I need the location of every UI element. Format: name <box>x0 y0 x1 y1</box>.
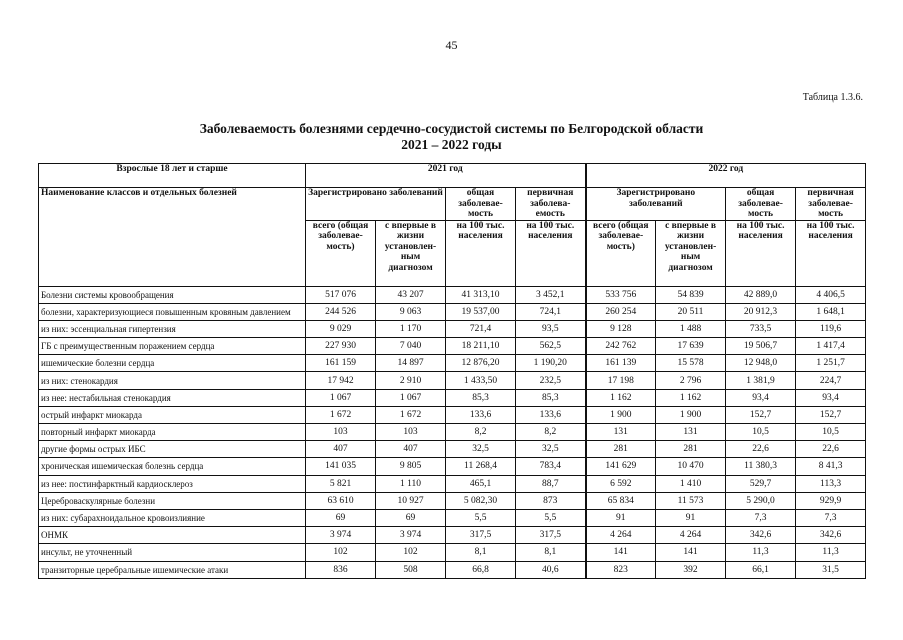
cell-total-2022: 17 198 <box>586 372 656 389</box>
cell-general-per100k-2022: 733,5 <box>726 320 796 337</box>
cell-first-time-2021: 9 063 <box>376 303 446 320</box>
cell-general-per100k-2021: 11 268,4 <box>446 458 516 475</box>
cell-first-time-2021: 69 <box>376 509 446 526</box>
row-disease-name: из нее: постинфарктный кардиосклероз <box>39 475 306 492</box>
header-per100k-primary-2021: на 100 тыс. населения <box>516 220 586 286</box>
cell-primary-per100k-2021: 32,5 <box>516 441 586 458</box>
cell-first-time-2021: 14 897 <box>376 355 446 372</box>
row-disease-name: острый инфаркт миокарда <box>39 406 306 423</box>
cell-first-time-2022: 54 839 <box>656 286 726 303</box>
table-row <box>39 406 866 423</box>
cell-primary-per100k-2022: 1 251,7 <box>796 355 866 372</box>
cell-first-time-2021: 1 672 <box>376 406 446 423</box>
header-adults: Взрослые 18 лет и старше <box>39 164 306 188</box>
cell-general-per100k-2022: 152,7 <box>726 406 796 423</box>
cell-primary-per100k-2022: 10,5 <box>796 424 866 441</box>
header-general-2022: общая заболевае-мость <box>726 188 796 221</box>
table-row <box>39 286 866 303</box>
cell-primary-per100k-2021: 133,6 <box>516 406 586 423</box>
cell-first-time-2022: 2 796 <box>656 372 726 389</box>
cell-first-time-2022: 1 162 <box>656 389 726 406</box>
cell-primary-per100k-2022: 11,3 <box>796 544 866 561</box>
header-row-groups <box>39 188 866 221</box>
header-registered-2021: Зарегистрировано заболеваний <box>306 188 446 221</box>
header-year-2021: 2021 год <box>306 164 586 188</box>
cell-primary-per100k-2022: 224,7 <box>796 372 866 389</box>
cell-first-time-2022: 20 511 <box>656 303 726 320</box>
header-first-time-2021: с впервые в жизни установлен-ным диагнозом <box>376 220 446 286</box>
cell-first-time-2021: 43 207 <box>376 286 446 303</box>
cell-general-per100k-2022: 20 912,3 <box>726 303 796 320</box>
cell-general-per100k-2021: 5 082,30 <box>446 492 516 509</box>
cell-primary-per100k-2021: 317,5 <box>516 527 586 544</box>
row-disease-name: из них: стенокардия <box>39 372 306 389</box>
cell-general-per100k-2022: 5 290,0 <box>726 492 796 509</box>
table-row <box>39 389 866 406</box>
table-row <box>39 492 866 509</box>
cell-total-2021: 5 821 <box>306 475 376 492</box>
cell-primary-per100k-2021: 93,5 <box>516 320 586 337</box>
cell-first-time-2022: 392 <box>656 561 726 578</box>
row-disease-name: из них: субарахноидальное кровоизлияние <box>39 509 306 526</box>
cell-first-time-2022: 4 264 <box>656 527 726 544</box>
cell-total-2021: 17 942 <box>306 372 376 389</box>
cell-first-time-2022: 10 470 <box>656 458 726 475</box>
header-primary-2022: первичная заболевае-мость <box>796 188 866 221</box>
table-row <box>39 424 866 441</box>
cell-primary-per100k-2022: 22,6 <box>796 441 866 458</box>
cell-primary-per100k-2021: 8,2 <box>516 424 586 441</box>
row-disease-name: из нее: нестабильная стенокардия <box>39 389 306 406</box>
cell-total-2021: 161 159 <box>306 355 376 372</box>
cell-general-per100k-2021: 32,5 <box>446 441 516 458</box>
table-row <box>39 544 866 561</box>
cell-general-per100k-2022: 342,6 <box>726 527 796 544</box>
cell-first-time-2022: 11 573 <box>656 492 726 509</box>
header-row-years <box>39 164 866 188</box>
header-total-2021: всего (общая заболевае-мость) <box>306 220 376 286</box>
cell-total-2021: 3 974 <box>306 527 376 544</box>
cell-first-time-2021: 10 927 <box>376 492 446 509</box>
cell-general-per100k-2021: 8,1 <box>446 544 516 561</box>
cell-primary-per100k-2022: 31,5 <box>796 561 866 578</box>
row-disease-name: болезни, характеризующиеся повышенным кровяным давлением <box>39 303 306 320</box>
cell-first-time-2021: 2 910 <box>376 372 446 389</box>
cell-total-2021: 1 672 <box>306 406 376 423</box>
cell-first-time-2021: 1 170 <box>376 320 446 337</box>
row-disease-name: ГБ с преимущественным поражением сердца <box>39 338 306 355</box>
table-row <box>39 338 866 355</box>
header-total-2022: всего (общая заболевае-мость) <box>586 220 656 286</box>
cell-primary-per100k-2021: 5,5 <box>516 509 586 526</box>
cell-general-per100k-2022: 42 889,0 <box>726 286 796 303</box>
header-per100k-primary-2022: на 100 тыс. населения <box>796 220 866 286</box>
cell-first-time-2022: 131 <box>656 424 726 441</box>
cell-general-per100k-2022: 66,1 <box>726 561 796 578</box>
cell-first-time-2021: 9 805 <box>376 458 446 475</box>
table-body <box>39 286 866 578</box>
cell-first-time-2021: 1 067 <box>376 389 446 406</box>
cell-first-time-2022: 281 <box>656 441 726 458</box>
cell-primary-per100k-2022: 93,4 <box>796 389 866 406</box>
header-class-names: Наименование классов и отдельных болезней <box>39 188 306 287</box>
table-row <box>39 372 866 389</box>
cell-general-per100k-2022: 12 948,0 <box>726 355 796 372</box>
table-row <box>39 509 866 526</box>
cell-first-time-2021: 102 <box>376 544 446 561</box>
cell-total-2021: 1 067 <box>306 389 376 406</box>
row-disease-name: хроническая ишемическая болезнь сердца <box>39 458 306 475</box>
cell-primary-per100k-2022: 342,6 <box>796 527 866 544</box>
cell-total-2021: 836 <box>306 561 376 578</box>
cell-primary-per100k-2022: 1 648,1 <box>796 303 866 320</box>
cell-total-2022: 281 <box>586 441 656 458</box>
cell-primary-per100k-2021: 3 452,1 <box>516 286 586 303</box>
cell-first-time-2022: 1 410 <box>656 475 726 492</box>
cell-general-per100k-2021: 66,8 <box>446 561 516 578</box>
cell-total-2022: 823 <box>586 561 656 578</box>
cell-total-2022: 4 264 <box>586 527 656 544</box>
cell-general-per100k-2022: 7,3 <box>726 509 796 526</box>
cell-general-per100k-2021: 317,5 <box>446 527 516 544</box>
cell-general-per100k-2022: 93,4 <box>726 389 796 406</box>
cell-primary-per100k-2022: 1 417,4 <box>796 338 866 355</box>
cell-general-per100k-2022: 19 506,7 <box>726 338 796 355</box>
cell-total-2021: 407 <box>306 441 376 458</box>
cell-primary-per100k-2021: 88,7 <box>516 475 586 492</box>
table-row <box>39 458 866 475</box>
cell-first-time-2021: 1 110 <box>376 475 446 492</box>
cell-primary-per100k-2021: 873 <box>516 492 586 509</box>
cell-total-2021: 244 526 <box>306 303 376 320</box>
header-registered-2022: Зарегистрировано заболеваний <box>586 188 726 221</box>
cell-first-time-2022: 1 900 <box>656 406 726 423</box>
cell-total-2021: 517 076 <box>306 286 376 303</box>
cell-general-per100k-2021: 1 433,50 <box>446 372 516 389</box>
header-general-2021: общая заболевае-мость <box>446 188 516 221</box>
header-year-2022: 2022 год <box>586 164 866 188</box>
row-disease-name: Цереброваскулярные болезни <box>39 492 306 509</box>
cell-first-time-2022: 15 578 <box>656 355 726 372</box>
cell-total-2022: 131 <box>586 424 656 441</box>
cell-first-time-2021: 508 <box>376 561 446 578</box>
cell-primary-per100k-2021: 724,1 <box>516 303 586 320</box>
cell-primary-per100k-2021: 8,1 <box>516 544 586 561</box>
cell-general-per100k-2021: 8,2 <box>446 424 516 441</box>
cell-total-2022: 260 254 <box>586 303 656 320</box>
table-row <box>39 527 866 544</box>
cell-primary-per100k-2022: 7,3 <box>796 509 866 526</box>
cell-general-per100k-2021: 18 211,10 <box>446 338 516 355</box>
cell-total-2022: 9 128 <box>586 320 656 337</box>
cell-primary-per100k-2021: 562,5 <box>516 338 586 355</box>
cell-first-time-2022: 91 <box>656 509 726 526</box>
cell-total-2021: 103 <box>306 424 376 441</box>
cell-primary-per100k-2021: 85,3 <box>516 389 586 406</box>
cell-total-2022: 533 756 <box>586 286 656 303</box>
cell-primary-per100k-2022: 152,7 <box>796 406 866 423</box>
header-per100k-general-2022: на 100 тыс. населения <box>726 220 796 286</box>
header-first-time-2022: с впервые в жизни установлен-ным диагнозом <box>656 220 726 286</box>
cell-general-per100k-2022: 529,7 <box>726 475 796 492</box>
cell-total-2021: 227 930 <box>306 338 376 355</box>
cell-first-time-2021: 407 <box>376 441 446 458</box>
row-disease-name: ОНМК <box>39 527 306 544</box>
table-row <box>39 320 866 337</box>
cell-general-per100k-2021: 465,1 <box>446 475 516 492</box>
document-title <box>0 121 903 153</box>
row-disease-name: инсульт, не уточненный <box>39 544 306 561</box>
cell-primary-per100k-2022: 8 41,3 <box>796 458 866 475</box>
cell-primary-per100k-2021: 1 190,20 <box>516 355 586 372</box>
cell-general-per100k-2022: 11 380,3 <box>726 458 796 475</box>
cell-total-2022: 1 900 <box>586 406 656 423</box>
cell-total-2021: 9 029 <box>306 320 376 337</box>
cell-total-2022: 141 629 <box>586 458 656 475</box>
header-primary-2021: первичная заболева-емость <box>516 188 586 221</box>
cell-first-time-2021: 3 974 <box>376 527 446 544</box>
cell-general-per100k-2022: 10,5 <box>726 424 796 441</box>
cell-general-per100k-2021: 85,3 <box>446 389 516 406</box>
cell-first-time-2021: 103 <box>376 424 446 441</box>
table-row <box>39 441 866 458</box>
cell-primary-per100k-2021: 40,6 <box>516 561 586 578</box>
cell-total-2022: 141 <box>586 544 656 561</box>
cell-primary-per100k-2021: 783,4 <box>516 458 586 475</box>
morbidity-table <box>38 163 866 579</box>
cell-primary-per100k-2021: 232,5 <box>516 372 586 389</box>
cell-first-time-2022: 1 488 <box>656 320 726 337</box>
table-row <box>39 561 866 578</box>
cell-primary-per100k-2022: 929,9 <box>796 492 866 509</box>
cell-primary-per100k-2022: 113,3 <box>796 475 866 492</box>
cell-total-2022: 1 162 <box>586 389 656 406</box>
table-row <box>39 355 866 372</box>
cell-total-2021: 63 610 <box>306 492 376 509</box>
cell-first-time-2021: 7 040 <box>376 338 446 355</box>
header-per100k-general-2021: на 100 тыс. населения <box>446 220 516 286</box>
table-row <box>39 475 866 492</box>
cell-first-time-2022: 141 <box>656 544 726 561</box>
cell-total-2022: 65 834 <box>586 492 656 509</box>
cell-total-2021: 102 <box>306 544 376 561</box>
row-disease-name: Болезни системы кровообращения <box>39 286 306 303</box>
row-disease-name: другие формы острых ИБС <box>39 441 306 458</box>
cell-general-per100k-2022: 1 381,9 <box>726 372 796 389</box>
cell-primary-per100k-2022: 119,6 <box>796 320 866 337</box>
cell-general-per100k-2021: 19 537,00 <box>446 303 516 320</box>
cell-primary-per100k-2022: 4 406,5 <box>796 286 866 303</box>
row-disease-name: ишемические болезни сердца <box>39 355 306 372</box>
cell-total-2021: 141 035 <box>306 458 376 475</box>
cell-general-per100k-2021: 12 876,20 <box>446 355 516 372</box>
table-row <box>39 303 866 320</box>
cell-general-per100k-2021: 721,4 <box>446 320 516 337</box>
cell-general-per100k-2022: 22,6 <box>726 441 796 458</box>
cell-general-per100k-2021: 5,5 <box>446 509 516 526</box>
cell-total-2022: 91 <box>586 509 656 526</box>
cell-first-time-2022: 17 639 <box>656 338 726 355</box>
title-line-2: 2021 – 2022 годы <box>401 137 502 152</box>
page-number: 45 <box>445 38 458 52</box>
cell-general-per100k-2021: 41 313,10 <box>446 286 516 303</box>
cell-total-2022: 6 592 <box>586 475 656 492</box>
cell-total-2022: 242 762 <box>586 338 656 355</box>
cell-general-per100k-2021: 133,6 <box>446 406 516 423</box>
table-number: Таблица 1.3.6. <box>802 92 863 103</box>
row-disease-name: транзиторные церебральные ишемические атаки <box>39 561 306 578</box>
row-disease-name: из них: эссенциальная гипертензия <box>39 320 306 337</box>
cell-total-2022: 161 139 <box>586 355 656 372</box>
cell-general-per100k-2022: 11,3 <box>726 544 796 561</box>
title-line-1: Заболеваемость болезнями сердечно-сосудистой системы по Белгородской области <box>199 121 704 136</box>
cell-total-2021: 69 <box>306 509 376 526</box>
row-disease-name: повторный инфаркт миокарда <box>39 424 306 441</box>
